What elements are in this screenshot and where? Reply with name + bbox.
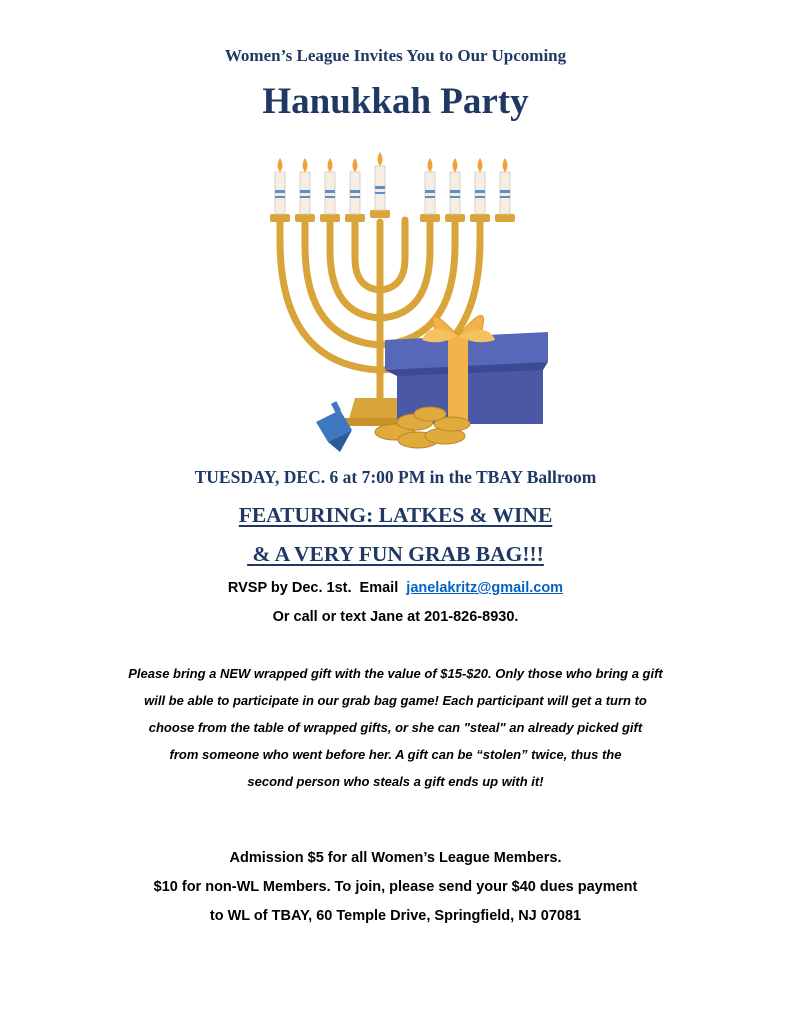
admission-line: $10 for non-WL Members. To join, please send your $40 dues payment [153,879,638,895]
page-title: Hanukkah Party [262,81,529,122]
phone-line: Or call or text Jane at 201-826-8930. [272,609,519,625]
featuring-line-2: & A VERY FUN GRAB BAG!!! [247,542,544,566]
candles [275,152,510,214]
instructions-line: Please bring a NEW wrapped gift with the value of $15-$20. Only those who bring a gift [128,666,663,681]
instructions-line: second person who steals a gift ends up with it! [247,774,544,789]
featuring-line-1: FEATURING: LATKES & WINE [238,503,553,527]
menorah-with-gift-illustration [190,140,600,455]
instructions-line: choose from the table of wrapped gifts, or she can "steal" an already picked gift [148,720,643,735]
email-link[interactable]: janelakritz@gmail.com [406,580,564,596]
dreidel-icon [316,401,352,452]
admission-line: Admission $5 for all Women’s League Members. [229,850,562,866]
gift-box-icon [385,315,548,424]
invite-subtitle: Women’s League Invites You to Our Upcoming [224,46,567,65]
rsvp-prefix: RVSP by Dec. 1st. Email [227,580,407,596]
event-date-line: TUESDAY, DEC. 6 at 7:00 PM in the TBAY Ballroom [194,467,597,487]
admission-line: to WL of TBAY, 60 Temple Drive, Springfield, NJ 07081 [209,908,582,924]
instructions-line: will be able to participate in our grab bag game! Each participant will get a turn to [144,693,647,708]
instructions-line: from someone who went before her. A gift can be “stolen” twice, thus the [169,747,622,762]
